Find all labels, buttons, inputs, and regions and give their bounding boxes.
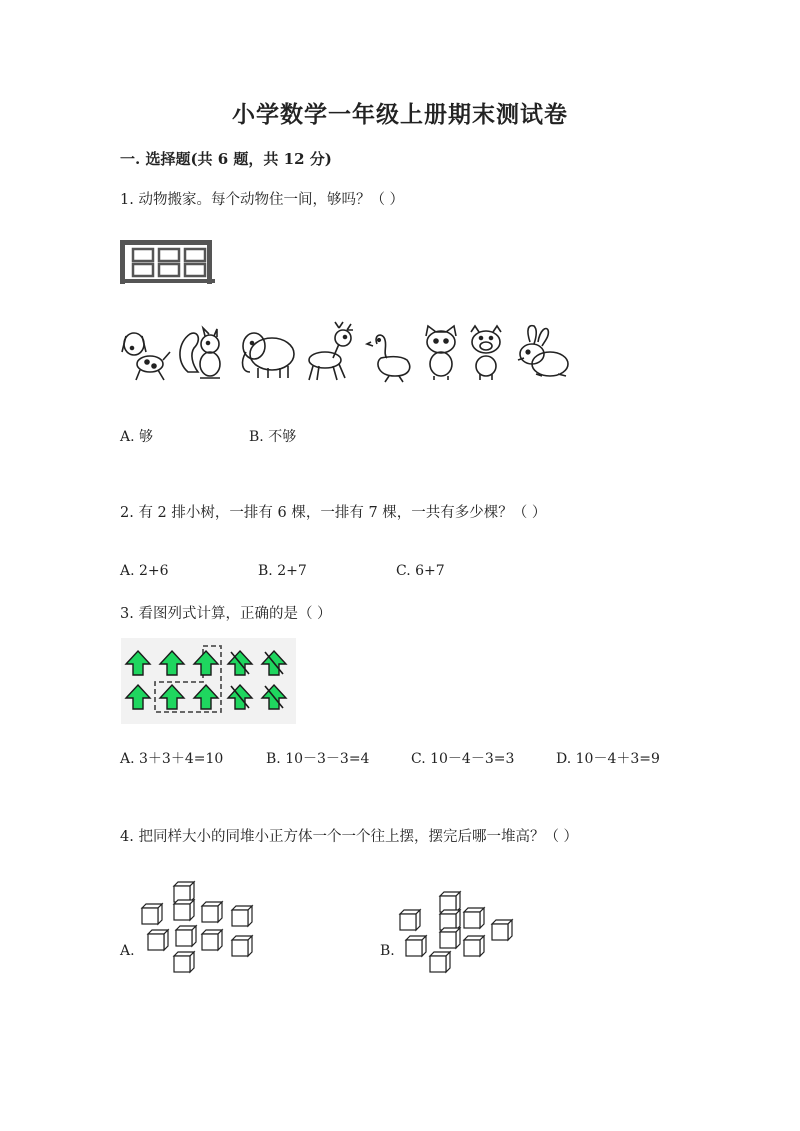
room-cell bbox=[133, 264, 153, 276]
section-heading: 一. 选择题(共 6 题，共 12 分) bbox=[120, 150, 332, 168]
rooms-floor bbox=[120, 279, 215, 283]
cube-icon bbox=[406, 936, 426, 956]
rabbit-icon bbox=[518, 326, 568, 376]
dog-icon bbox=[122, 333, 170, 380]
rooms-figure bbox=[120, 240, 215, 284]
rooms-wall-right bbox=[207, 240, 212, 284]
cube-icon bbox=[492, 920, 512, 940]
q1-option-b[interactable]: B. 不够 bbox=[249, 429, 297, 445]
q2-option-b[interactable]: B. 2+7 bbox=[258, 563, 307, 579]
cube-icon bbox=[174, 900, 194, 920]
cube-icon bbox=[232, 936, 252, 956]
cube-icon bbox=[440, 928, 460, 948]
room-cell bbox=[133, 249, 153, 261]
q3-option-c[interactable]: C. 10－4－3=3 bbox=[411, 751, 515, 767]
cube-icon bbox=[430, 952, 450, 972]
cube-icon bbox=[232, 906, 252, 926]
squirrel-icon bbox=[180, 328, 220, 378]
q3-option-b[interactable]: B. 10－3－3=4 bbox=[266, 751, 370, 767]
q1-option-a[interactable]: A. 够 bbox=[120, 429, 154, 445]
question-4-text: 4. 把同样大小的同堆小正方体一个一个往上摆，摆完后哪一堆高？（ ） bbox=[120, 829, 579, 845]
cube-pile-a bbox=[140, 882, 260, 977]
room-cell bbox=[159, 249, 179, 261]
cube-icon bbox=[142, 904, 162, 924]
cube-icon bbox=[202, 902, 222, 922]
room-cell bbox=[185, 264, 205, 276]
cube-icon bbox=[202, 930, 222, 950]
cube-icon bbox=[148, 930, 168, 950]
animals-figure bbox=[120, 322, 575, 384]
cube-icon bbox=[174, 952, 194, 972]
cube-icon bbox=[464, 936, 484, 956]
question-3-text: 3. 看图列式计算，正确的是（ ） bbox=[120, 606, 332, 622]
cat-icon bbox=[426, 326, 456, 380]
q3-option-a[interactable]: A. 3＋3＋4=10 bbox=[120, 751, 224, 767]
q4-option-a[interactable]: A. bbox=[120, 943, 135, 959]
cube-pile-b bbox=[398, 892, 518, 977]
room-cell bbox=[185, 249, 205, 261]
cube-icon bbox=[464, 908, 484, 928]
arrows-figure-background bbox=[121, 638, 296, 724]
arrows-figure bbox=[121, 638, 296, 724]
q3-option-d[interactable]: D. 10－4＋3=9 bbox=[556, 751, 660, 767]
room-cell bbox=[159, 264, 179, 276]
cube-icon bbox=[400, 910, 420, 930]
deer-icon bbox=[309, 322, 353, 380]
q2-option-c[interactable]: C. 6+7 bbox=[396, 563, 445, 579]
q2-option-a[interactable]: A. 2+6 bbox=[120, 563, 169, 579]
question-1-text: 1. 动物搬家。每个动物住一间，够吗？（ ） bbox=[120, 192, 405, 208]
elephant-icon bbox=[243, 333, 294, 378]
cube-icon bbox=[440, 910, 460, 930]
pig-icon bbox=[471, 326, 501, 380]
cube-icon bbox=[176, 926, 196, 946]
question-2-text: 2. 有 2 排小树，一排有 6 棵，一排有 7 棵，一共有多少棵？（ ） bbox=[120, 505, 547, 521]
cube-icon bbox=[174, 882, 194, 902]
page-title: 小学数学一年级上册期末测试卷 bbox=[232, 101, 568, 128]
cube-icon bbox=[440, 892, 460, 912]
rooms-roof bbox=[120, 240, 212, 245]
rooms-wall-left bbox=[120, 240, 125, 284]
goose-icon bbox=[367, 335, 410, 382]
q4-option-b[interactable]: B. bbox=[380, 943, 395, 959]
